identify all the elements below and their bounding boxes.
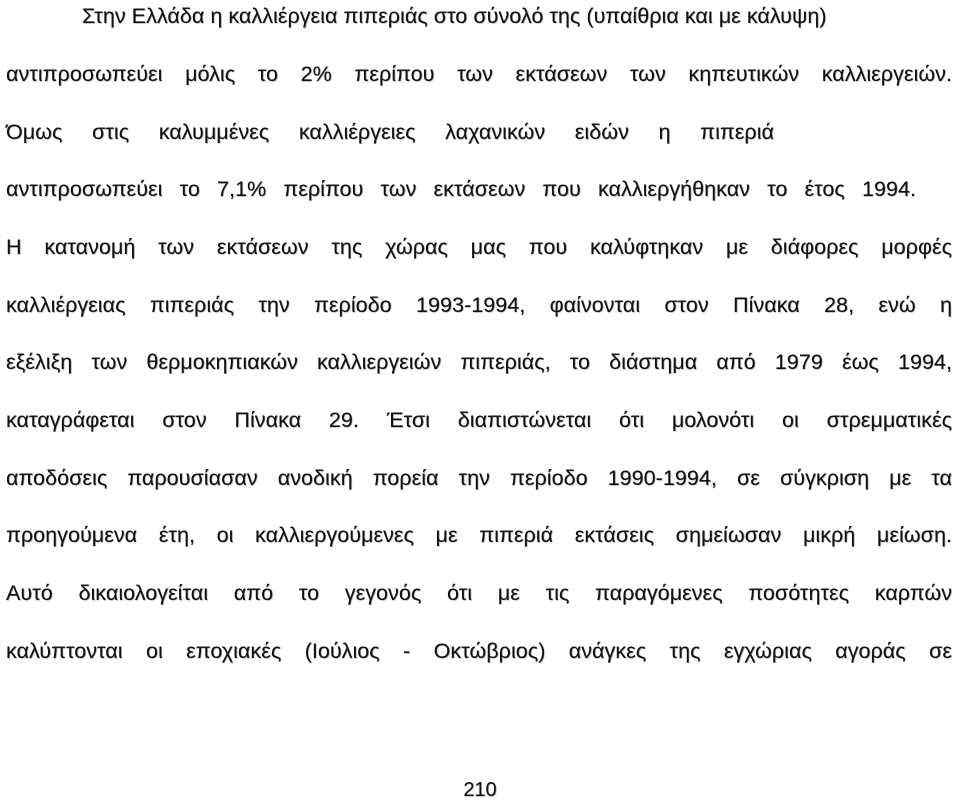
page-number: 210 bbox=[463, 779, 497, 801]
text-line-7: εξέλιξη των θερμοκηπιακών καλλιεργειών πιπεριάς, το διάστημα από 1979 έως 1994, bbox=[6, 350, 952, 374]
text-line-3: Όμως στις καλυμμένες καλλιέργειες λαχανικών ειδών η πιπεριά bbox=[6, 120, 774, 144]
text-line-10: προηγούμενα έτη, οι καλλιεργούμενες με πιπεριά εκτάσεις σημείωσαν μικρή μείωση. bbox=[6, 523, 952, 547]
text-line-11: Αυτό δικαιολογείται από το γεγονός ότι με τις παραγόμενες ποσότητες καρπών bbox=[6, 581, 952, 605]
text-line-1: Στην Ελλάδα η καλλιέργεια πιπεριάς στο σύνολό της (υπαίθρια και με κάλυψη) bbox=[82, 4, 827, 28]
text-line-5: Η κατανομή των εκτάσεων της χώρας μας που καλύφτηκαν με διάφορες μορφές bbox=[6, 235, 952, 259]
text-line-12: καλύπτονται οι εποχιακές (Ιούλιος - Οκτώβριος) ανάγκες της εγχώριας αγοράς σε bbox=[6, 639, 952, 663]
text-line-2: αντιπροσωπεύει μόλις το 2% περίπου των εκτάσεων των κηπευτικών καλλιεργειών. bbox=[6, 62, 952, 86]
text-line-8: καταγράφεται στον Πίνακα 29. Έτσι διαπιστώνεται ότι μολονότι οι στρεμματικές bbox=[6, 408, 952, 432]
text-line-6: καλλιέργειας πιπεριάς την περίοδο 1993-1994, φαίνονται στον Πίνακα 28, ενώ η bbox=[6, 293, 952, 317]
text-line-9: αποδόσεις παρουσίασαν ανοδική πορεία την περίοδο 1990-1994, σε σύγκριση με τα bbox=[6, 466, 952, 490]
text-line-4: αντιπροσωπεύει το 7,1% περίπου των εκτάσεων που καλλιεργήθηκαν το έτος 1994. bbox=[6, 177, 916, 201]
